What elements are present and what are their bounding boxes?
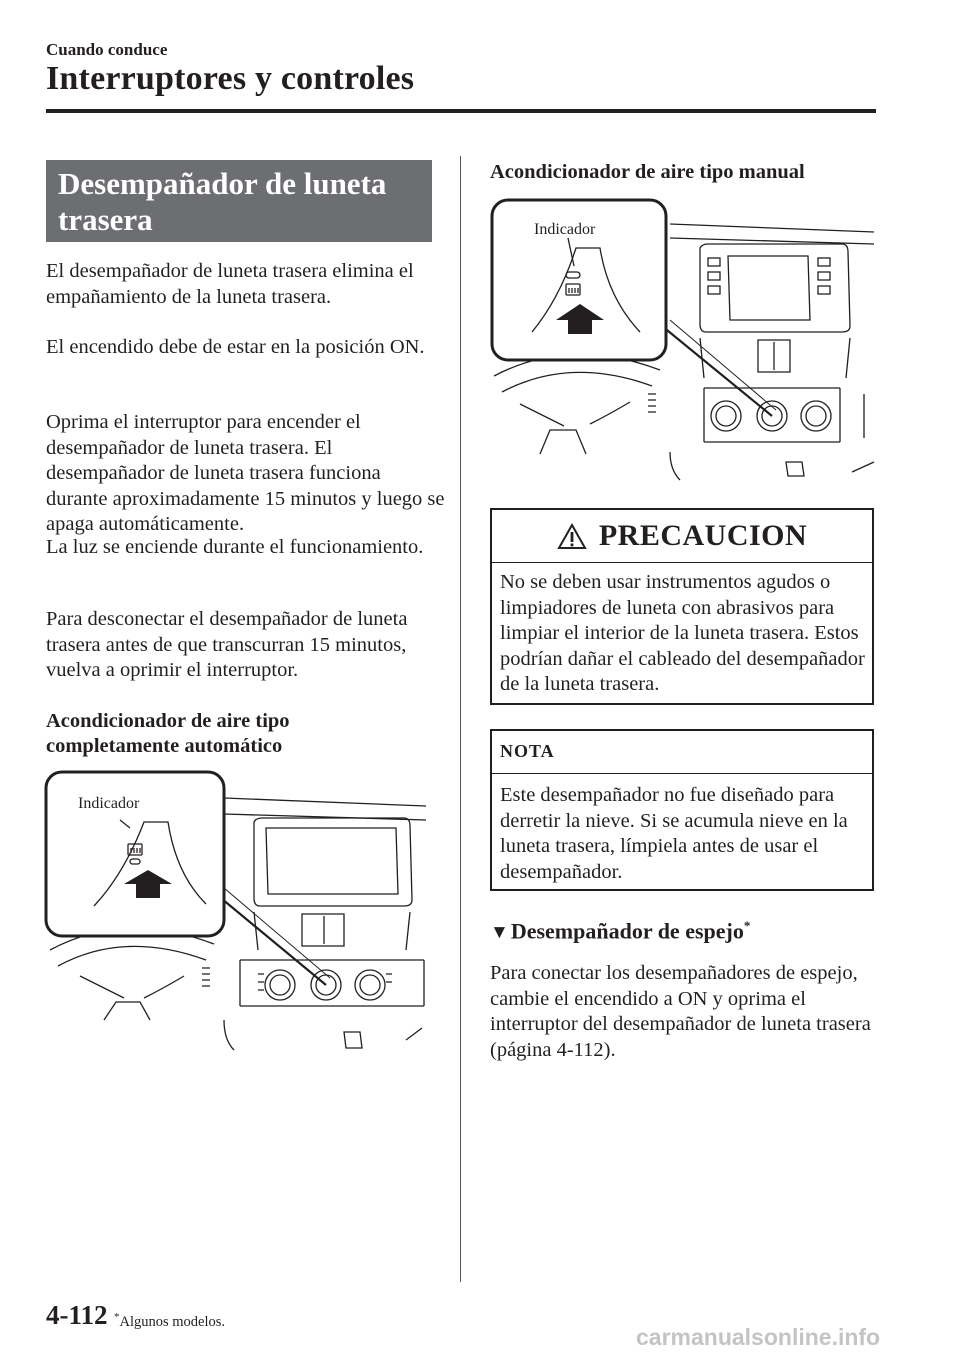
auto-ac-illustration xyxy=(44,770,434,1060)
paragraph-light: La luz se enciende durante el funcionamiento. xyxy=(46,536,424,558)
caution-header xyxy=(492,510,872,563)
section-title-box xyxy=(46,160,432,242)
note-header xyxy=(492,731,872,774)
manual-ac-illustration xyxy=(490,198,882,490)
note-box xyxy=(490,729,874,891)
note-title: NOTA xyxy=(500,741,555,761)
paragraph-ignition: El encendido debe de estar en la posición ON. xyxy=(46,336,425,358)
section-title: Desempañador de luneta trasera xyxy=(58,166,387,237)
footer-asterisk: * xyxy=(114,1311,120,1323)
caution-title: PRECAUCION xyxy=(598,519,808,552)
column-divider xyxy=(460,156,461,1282)
paragraph-operation: Oprima el interruptor para encender el desempañador de luneta trasera. El desempañador de luneta trasera funciona durante aproximadamente 15 minutos y luego se apaga automáticamente. xyxy=(46,411,445,535)
page-title: Interruptores y controles xyxy=(46,60,415,97)
paragraph-purpose: El desempañador de luneta trasera elimina el empañamiento de la luneta trasera. xyxy=(46,260,414,308)
asterisk-mark: * xyxy=(743,918,751,933)
page-number: 4-112 xyxy=(46,1300,108,1330)
mirror-section-title: Desempañador de espejo xyxy=(510,918,744,944)
auto-ac-indicator-label: Indicador xyxy=(78,795,140,812)
header-section-label: Cuando conduce xyxy=(46,40,168,59)
mirror-section-heading xyxy=(490,918,750,944)
mirror-section-text: Para conectar los desempañadores de espejo, cambie el encendido a ON y oprima el interruptor del desempañador de luneta trasera (página 4-112). xyxy=(490,962,871,1061)
section-marker-icon: ▼ xyxy=(490,922,509,944)
caution-text: No se deben usar instrumentos agudos o limpiadores de luneta con abrasivos para limpiar el interior de la luneta trasera. Estos podrían dañar el cableado del desempañador de la luneta trasera. xyxy=(500,571,865,695)
auto-ac-heading: Acondicionador de aire tipo completamente automático xyxy=(46,710,290,757)
manual-ac-indicator-label: Indicador xyxy=(534,221,596,238)
manual-ac-heading: Acondicionador de aire tipo manual xyxy=(490,161,805,183)
paragraph-turn-off: Para desconectar el desempañador de luneta trasera antes de que transcurran 15 minutos, vuelva a oprimir el interruptor. xyxy=(46,608,408,681)
watermark: carmanualsonline.info xyxy=(636,1324,881,1350)
note-text: Este desempañador no fue diseñado para derretir la nieve. Si se acumula nieve en la luneta trasera, límpiela antes de usar el desempañador. xyxy=(500,784,848,883)
warning-triangle-icon xyxy=(557,523,587,550)
footer-note xyxy=(114,1311,225,1331)
header-rule xyxy=(46,109,876,113)
caution-box xyxy=(490,508,874,705)
footer-note-text: Algunos modelos. xyxy=(119,1313,226,1330)
